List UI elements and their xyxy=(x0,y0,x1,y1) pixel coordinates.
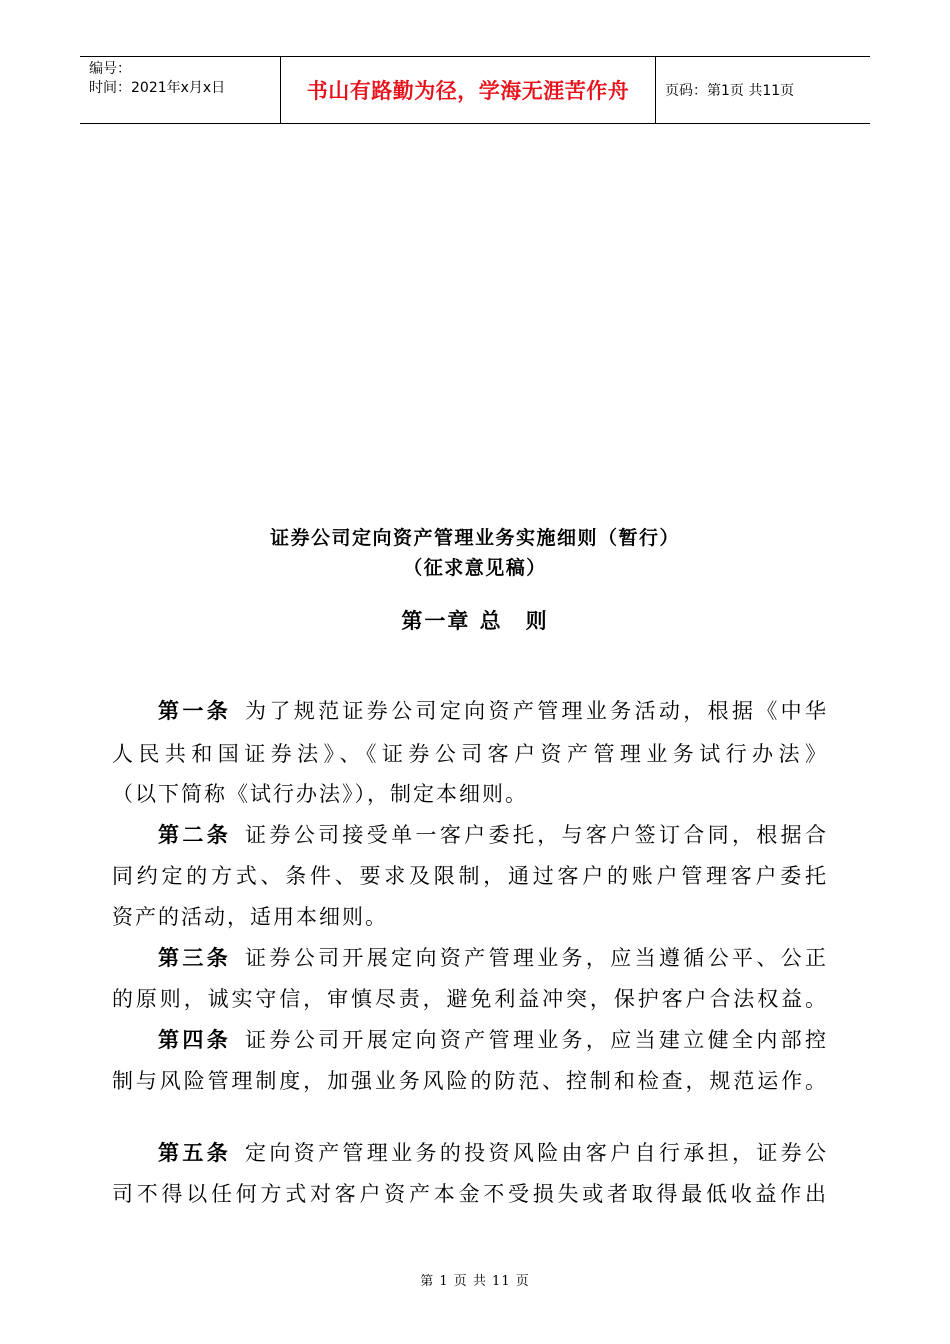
article-5-line-2: 司不得以任何方式对客户资产本金不受损失或者取得最低收益作出 xyxy=(112,1182,828,1206)
page-header xyxy=(80,56,870,124)
document-title: 证券公司定向资产管理业务实施细则（暂行） xyxy=(269,527,680,549)
article-2-line-2: 同约定的方式、条件、要求及限制，通过客户的账户管理客户委托 xyxy=(112,864,828,888)
article-5-line-1: 第五条 定向资产管理业务的投资风险由客户自行承担，证券公 xyxy=(158,1140,829,1165)
article-4-line-1: 第四条 证券公司开展定向资产管理业务，应当建立健全内部控 xyxy=(158,1027,829,1052)
article-2-label: 第二条 xyxy=(158,822,232,847)
header-meta-cell xyxy=(80,57,281,123)
article-1-line-1: 第一条 为了规范证券公司定向资产管理业务活动，根据《中华 xyxy=(158,698,829,723)
article-3-line-1: 第三条 证券公司开展定向资产管理业务，应当遵循公平、公正 xyxy=(158,945,829,970)
article-2-line-3: 资产的活动，适用本细则。 xyxy=(112,905,388,929)
article-1-line-3: （以下简称《试行办法》），制定本细则。 xyxy=(112,782,528,806)
time-label: 时间：2021年x月x日 xyxy=(89,80,226,96)
article-1-label: 第一条 xyxy=(158,698,232,723)
article-4-line-2: 制与风险管理制度，加强业务风险的防范、控制和检查，规范运作。 xyxy=(112,1069,828,1093)
article-4-label: 第四条 xyxy=(158,1027,232,1052)
number-label: 编号： xyxy=(89,61,131,77)
article-1-line-2: 人民共和国证券法》、《证券公司客户资产管理业务试行办法》 xyxy=(112,742,828,766)
article-2-line-1: 第二条 证券公司接受单一客户委托，与客户签订合同，根据合 xyxy=(158,822,829,847)
header-page-label: 页码：第1页 共11页 xyxy=(665,83,795,99)
article-3-line-2: 的原则，诚实守信，审慎尽责，避免利益冲突，保护客户合法权益。 xyxy=(112,987,828,1011)
header-motto: 书山有路勤为径，学海无涯苦作舟 xyxy=(281,57,656,123)
page-footer: 第 1 页 共 11 页 xyxy=(420,1274,530,1289)
document-subtitle: （征求意见稿） xyxy=(403,557,547,579)
article-5-label: 第五条 xyxy=(158,1140,232,1165)
chapter-heading: 第一章 总 则 xyxy=(401,608,549,633)
article-3-label: 第三条 xyxy=(158,945,232,970)
